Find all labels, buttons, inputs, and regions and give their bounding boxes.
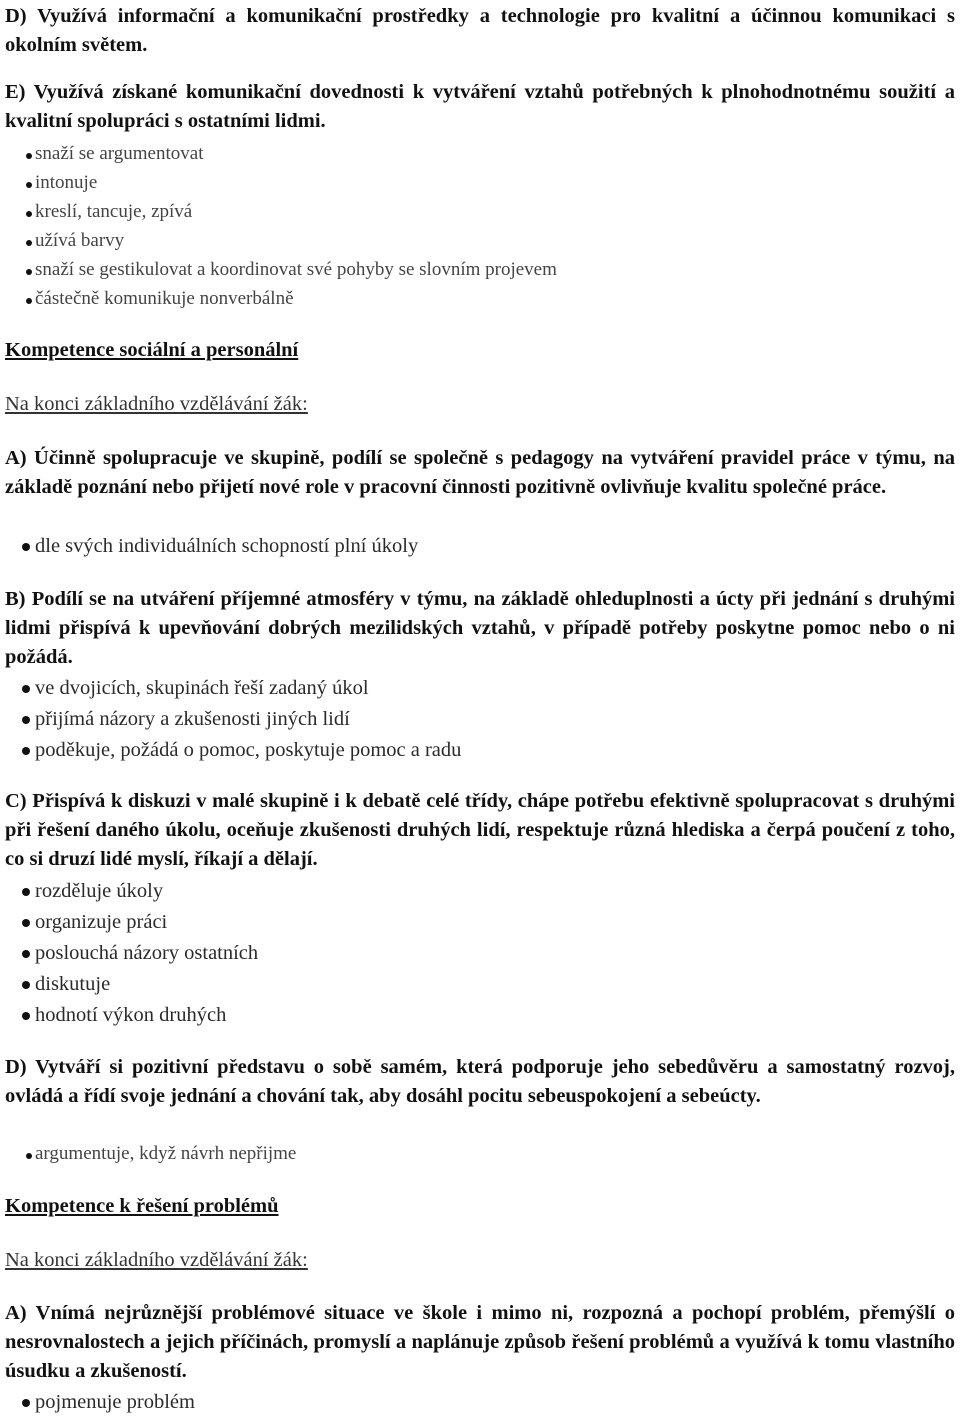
list-item: užívá barvy <box>26 226 557 255</box>
paragraph-social-c: C) Přispívá k diskuzi v malé skupině i k debatě celé třídy, chápe potřebu efektivně spolupracovat s druhými při řešení daného úkolu, oceňuje zkušenosti druhých lidí, respektuje různá hlediska a čerpá poučení z toho, co si druzí lidé myslí, říkají a dělají. <box>5 790 955 870</box>
bullet-list-problem-a <box>22 1387 195 1418</box>
bullet-list-social-b <box>22 673 461 766</box>
paragraph-social-a: A) Účinně spolupracuje ve skupině, podílí se společně s pedagogy na vytváření pravidel práce v týmu, na základě poznání nebo přijetí nové role v pracovní činnosti pozitivně ovlivňuje kvalitu společné práce. <box>5 447 955 498</box>
list-item: částečně komunikuje nonverbálně <box>26 284 557 313</box>
list-item: kreslí, tancuje, zpívá <box>26 197 557 226</box>
section-heading-problem: Kompetence k řešení problémů <box>5 1195 279 1217</box>
bullet-list-social-d <box>26 1139 296 1168</box>
paragraph-problem-a: A) Vnímá nejrůznější problémové situace ve škole i mimo ni, rozpozná a pochopí problém, přemýšlí o nesrovnalostech a jejich příčinách, promyslí a naplánuje způsob řešení problémů a využívá k tomu vlastního úsudku a zkušeností. <box>5 1302 955 1382</box>
list-item: dle svých individuálních schopností plní úkoly <box>22 531 418 562</box>
list-item: snaží se argumentovat <box>26 139 557 168</box>
list-item: intonuje <box>26 168 557 197</box>
section-intro-social: Na konci základního vzdělávání žák: <box>5 393 308 415</box>
paragraph-competence-e: E) Využívá získané komunikační dovednosti k vytváření vztahů potřebných k plnohodnotnému soužití a kvalitní spolupráci s ostatními lidmi. <box>5 81 955 132</box>
paragraph-competence-d: D) Využívá informační a komunikační prostředky a technologie pro kvalitní a účinnou komunikaci s okolním světem. <box>5 5 955 56</box>
list-item: pojmenuje problém <box>22 1387 195 1418</box>
list-item: přijímá názory a zkušenosti jiných lidí <box>22 704 461 735</box>
bullet-list-communication <box>26 139 557 313</box>
list-item: snaží se gestikulovat a koordinovat své pohyby se slovním projevem <box>26 255 557 284</box>
paragraph-social-d: D) Vytváří si pozitivní představu o sobě samém, která podporuje jeho sebedůvěru a samostatný rozvoj, ovládá a řídí svoje jednání a chování tak, aby dosáhl pocitu sebeuspokojení a sebeúcty. <box>5 1056 955 1107</box>
list-item: diskutuje <box>22 969 258 1000</box>
list-item: hodnotí výkon druhých <box>22 1000 258 1031</box>
list-item: poslouchá názory ostatních <box>22 938 258 969</box>
list-item: poděkuje, požádá o pomoc, poskytuje pomoc a radu <box>22 735 461 766</box>
section-intro-problem: Na konci základního vzdělávání žák: <box>5 1249 308 1271</box>
paragraph-social-b: B) Podílí se na utváření příjemné atmosféry v týmu, na základě ohleduplnosti a úcty při jednání s druhými lidmi přispívá k upevňování dobrých mezilidských vztahů, v případě potřeby poskytne pomoc nebo o ni požádá. <box>5 588 955 668</box>
list-item: organizuje práci <box>22 907 258 938</box>
bullet-list-social-a <box>22 531 418 562</box>
list-item: ve dvojicích, skupinách řeší zadaný úkol <box>22 673 461 704</box>
section-heading-social: Kompetence sociální a personální <box>5 339 299 361</box>
list-item: argumentuje, když návrh nepřijme <box>26 1139 296 1168</box>
bullet-list-social-c <box>22 876 258 1031</box>
list-item: rozděluje úkoly <box>22 876 258 907</box>
